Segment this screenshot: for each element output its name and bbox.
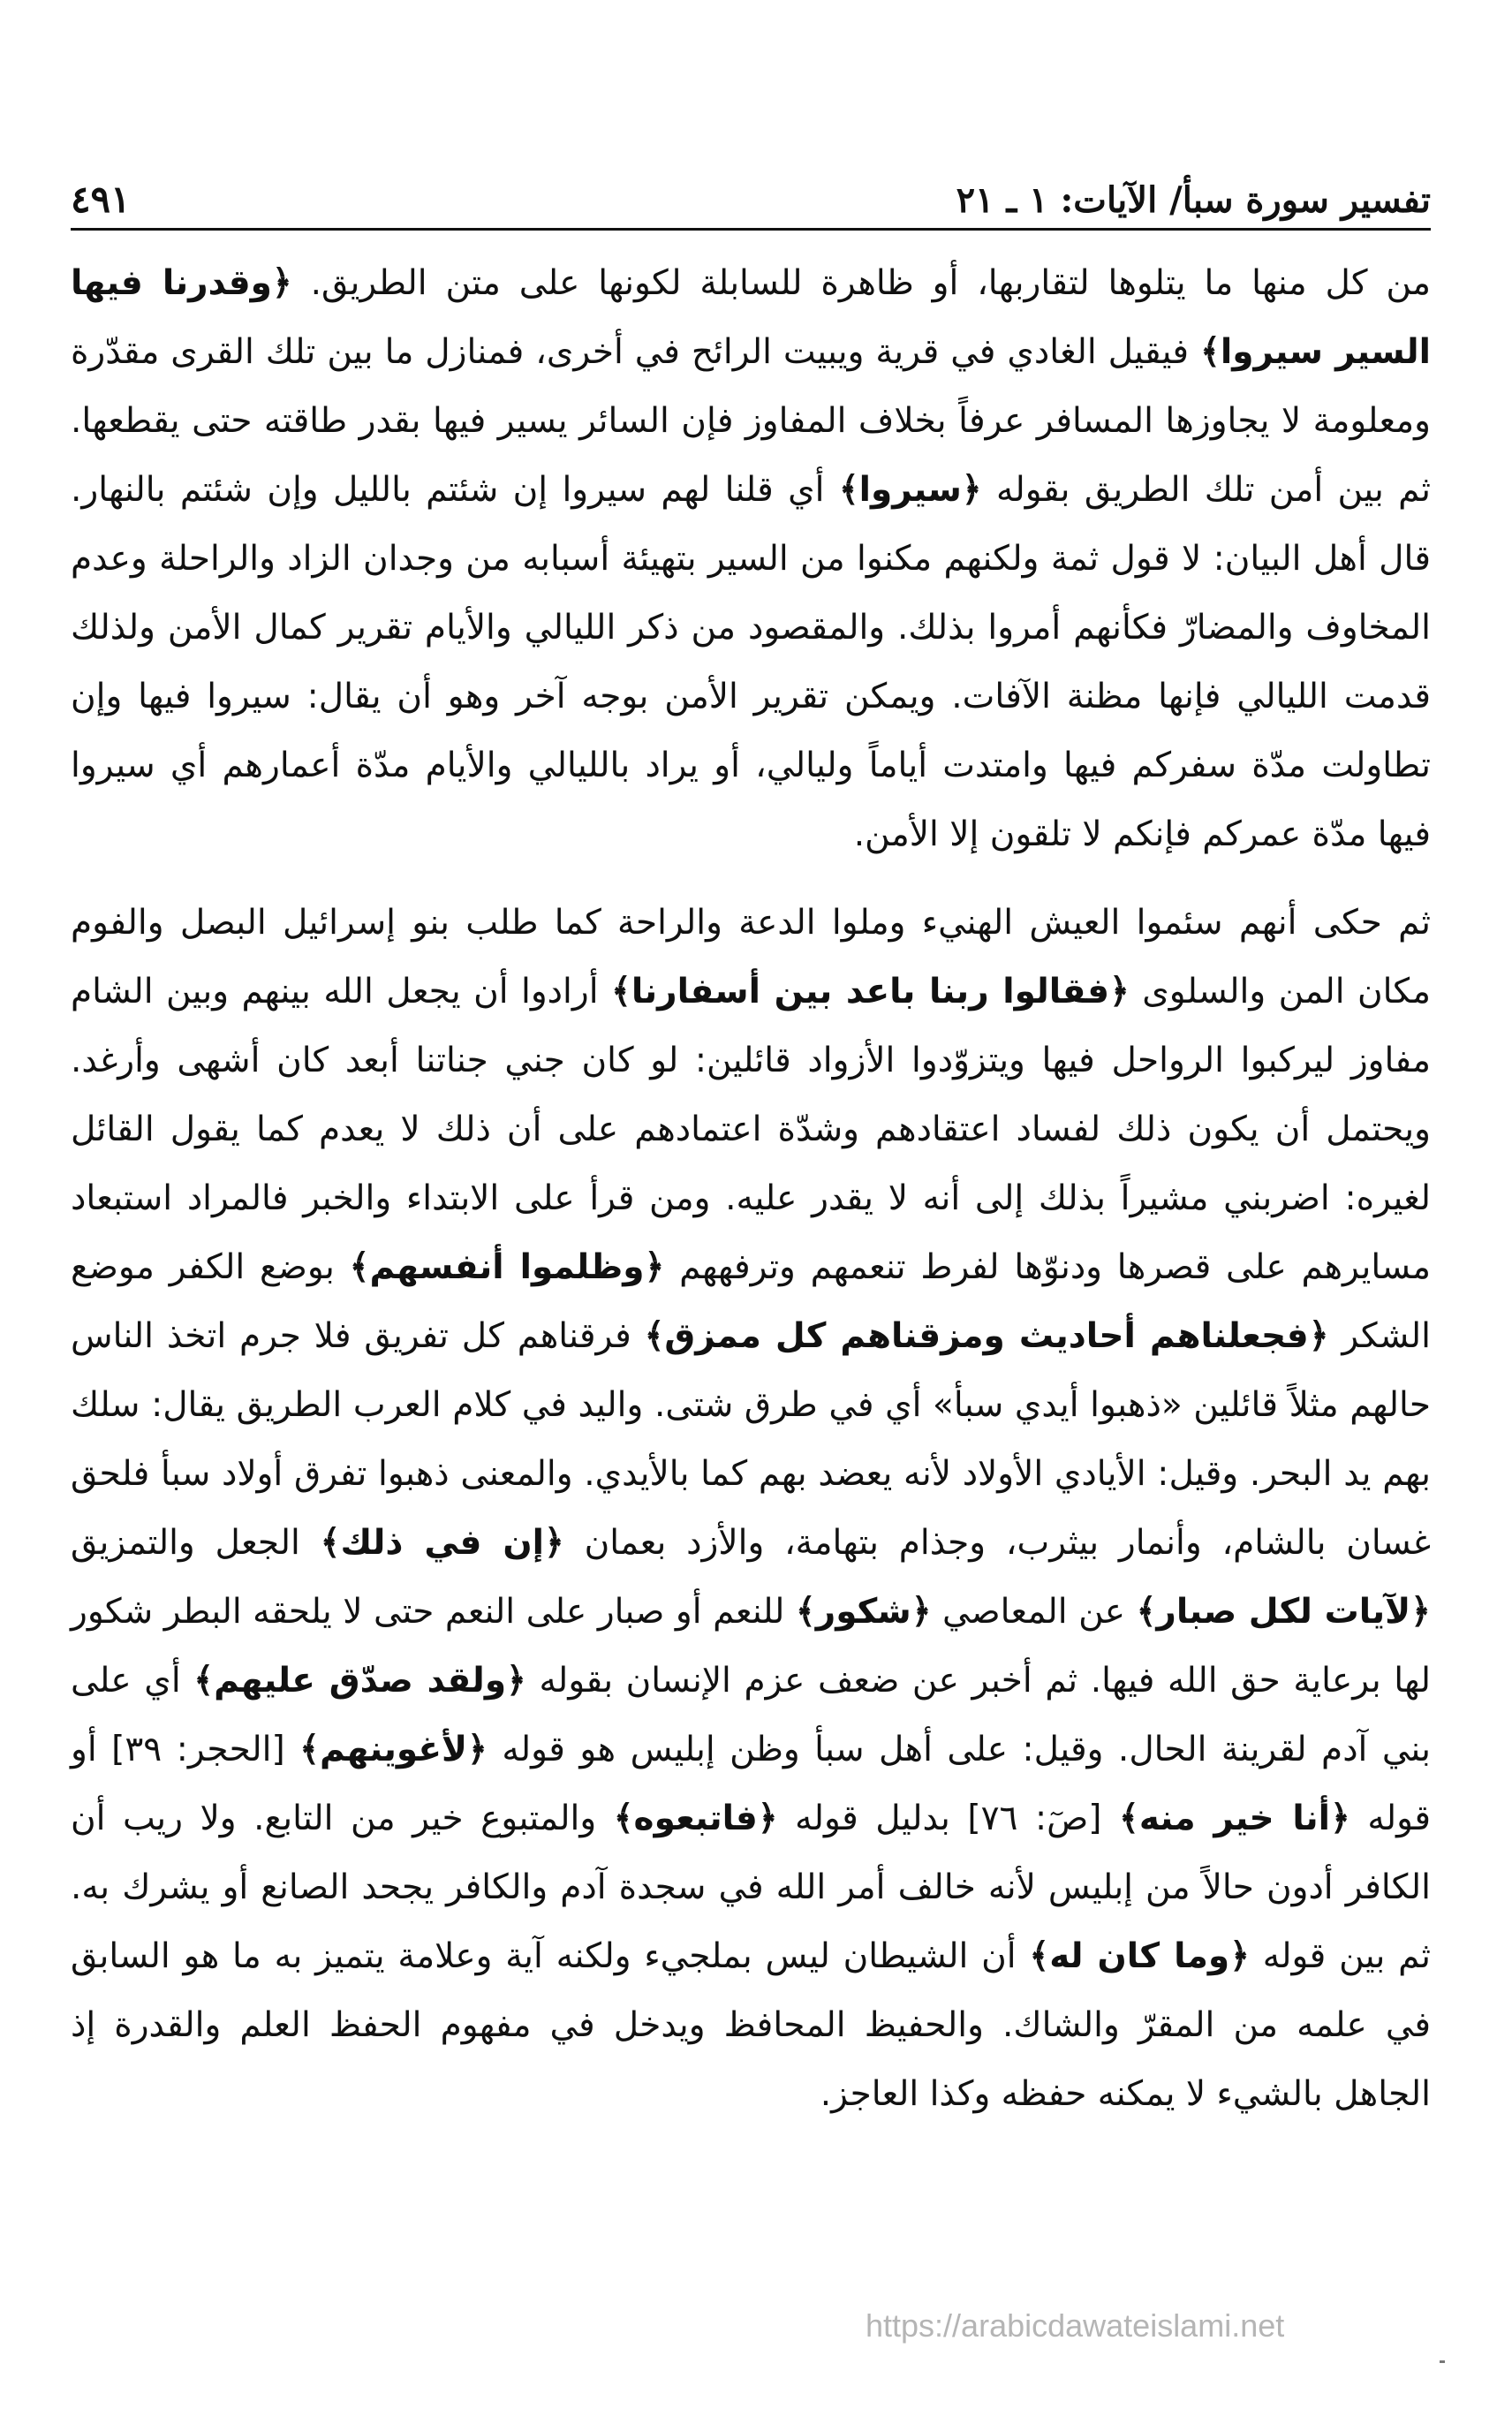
running-title: تفسير سورة سبأ/ الآيات: ١ ـ ٢١	[956, 179, 1431, 221]
quran-quote: ﴿لأغوينهم﴾	[299, 1730, 488, 1769]
quran-quote: ﴿فجعلناهم أحاديث ومزقناهم كل ممزق﴾	[644, 1316, 1329, 1356]
scan-mark	[1440, 2360, 1445, 2363]
page-number: ٤٩١	[71, 178, 131, 221]
text-segment: [الحجر: ٣٩] أو قوله	[71, 1730, 1431, 1838]
watermark-url: https://arabicdawateislami.net	[866, 2307, 1285, 2344]
quran-quote: ﴿فاتبعوه﴾	[613, 1799, 778, 1838]
text-segment: أن الشيطان ليس بملجيء ولكنه آية وعلامة يتميز به ما هو السابق في علمه من المقرّ والشاك. والحفيظ المحافظ ويدخل في مفهوم الحفظ العلم والقدرة إذ الجاهل بالشيء لا يمكنه حفظه وكذا العاجز.	[71, 1936, 1431, 2114]
quran-quote: ﴿وما كان له﴾	[1029, 1936, 1250, 1976]
quran-quote: ﴿فقالوا ربنا باعد بين أسفارنا﴾	[611, 972, 1130, 1011]
body-text	[71, 249, 1431, 2129]
text-segment: ثم حكى أنهم سئموا العيش الهنيء وملوا الدعة والراحة كما طلب بنو إسرائيل البصل والفوم مكان المن والسلوى	[71, 903, 1431, 1011]
text-segment: أي على بني آدم لقرينة الحال. وقيل: على أهل سبأ وظن إبليس هو قوله	[71, 1661, 1431, 1769]
quran-quote: ﴿أنا خير منه﴾	[1119, 1799, 1350, 1838]
text-segment: من كل منها ما يتلوها لتقاربها، أو ظاهرة للسابلة لكونها على متن الطريق.	[291, 263, 1431, 303]
text-segment: فرقناهم كل تفريق فلا جرم اتخذ الناس حالهم مثلاً قائلين «ذهبوا أيدي سبأ» أي في طرق شتى. واليد في كلام العرب الطريق يقال: سلك بهم يد البحر. وقيل: الأيادي الأولاد لأنه يعضد بهم كما بالأيدي. والمعنى ذهبوا تفرق أولاد سبأ فلحق غسان بالشام، وأنمار بيثرب، وجذام بتهامة، والأزد بعمان	[71, 1316, 1432, 1563]
page-header	[71, 173, 1431, 231]
quran-quote: ﴿ولقد صدّق عليهم﴾	[193, 1661, 526, 1701]
text-segment: أي قلنا لهم سيروا إن شئتم بالليل وإن شئتم بالنهار. قال أهل البيان: لا قول ثمة ولكنهم مكنوا من السير بتهيئة أسبابه من وجدان الزاد والراحلة وعدم المخاوف والمضارّ فكأنهم أمروا بذلك. والمقصود من ذكر الليالي والأيام تقرير كمال الأمن ولذلك قدمت الليالي فإنها مظنة الآفات. ويمكن تقرير الأمن بوجه آخر وهو أن يقال: سيروا فيها وإن تطاولت مدّة سفركم فيها وامتدت أياماً وليالي، أو يراد بالليالي والأيام مدّة أعمارهم أي سيروا فيها مدّة عمركم فإنكم لا تلقون إلا الأمن.	[71, 470, 1431, 854]
quran-quote: ﴿لآيات لكل صبار﴾	[1136, 1592, 1431, 1632]
quran-quote: ﴿سيروا﴾	[838, 470, 982, 510]
text-segment: بوضع الكفر موضع الشكر	[71, 1247, 1431, 1356]
text-segment: الجعل والتمزيق	[71, 1523, 321, 1563]
paragraph-1	[71, 249, 1431, 869]
text-segment: والمتبوع خير من التابع. ولا ريب أن الكافر أدون حالاً من إبليس لأنه خالف أمر الله في سجدة آدم والكافر يجحد الصانع أو يشرك به. ثم بين قوله	[71, 1799, 1431, 1976]
paragraph-2	[71, 889, 1431, 2129]
quran-quote: ﴿وقدرنا فيها السير سيروا﴾	[71, 263, 1431, 372]
text-segment: [صٓ: ٧٦] بدليل قوله	[777, 1799, 1120, 1838]
quran-quote: ﴿وظلموا أنفسهم﴾	[349, 1247, 665, 1287]
quran-quote: ﴿شكور﴾	[795, 1592, 932, 1632]
text-segment: للنعم أو صبار على النعم حتى لا يلحقه البطر شكور لها برعاية حق الله فيها. ثم أخبر عن ضعف عزم الإنسان بقوله	[71, 1592, 1432, 1701]
text-segment: فيقيل الغادي في قرية ويبيت الرائح في أخرى، فمنازل ما بين تلك القرى مقدّرة ومعلومة لا يجاوزها المسافر عرفاً بخلاف المفاوز فإن السائر يسير فيها بقدر طاقته حتى يقطعها. ثم بين أمن تلك الطريق بقوله	[71, 332, 1431, 510]
quran-quote: ﴿إن في ذلك﴾	[320, 1523, 564, 1563]
text-segment: عن المعاصي	[931, 1592, 1137, 1632]
text-segment: أرادوا أن يجعل الله بينهم وبين الشام مفاوز ليركبوا الرواحل فيها ويتزوّدوا الأزواد قائلين: لو كان جني جناتنا أبعد كان أشهى وأرغد. ويحتمل أن يكون ذلك لفساد اعتقادهم وشدّة اعتمادهم على أن ذلك لا يعدم كما يقول القائل لغيره: اضربني مشيراً بذلك إلى أنه لا يقدر عليه. ومن قرأ على الابتداء والخبر فالمراد استبعاد مسايرهم على قصرها ودنوّها لفرط تنعمهم وترفههم	[71, 972, 1431, 1287]
